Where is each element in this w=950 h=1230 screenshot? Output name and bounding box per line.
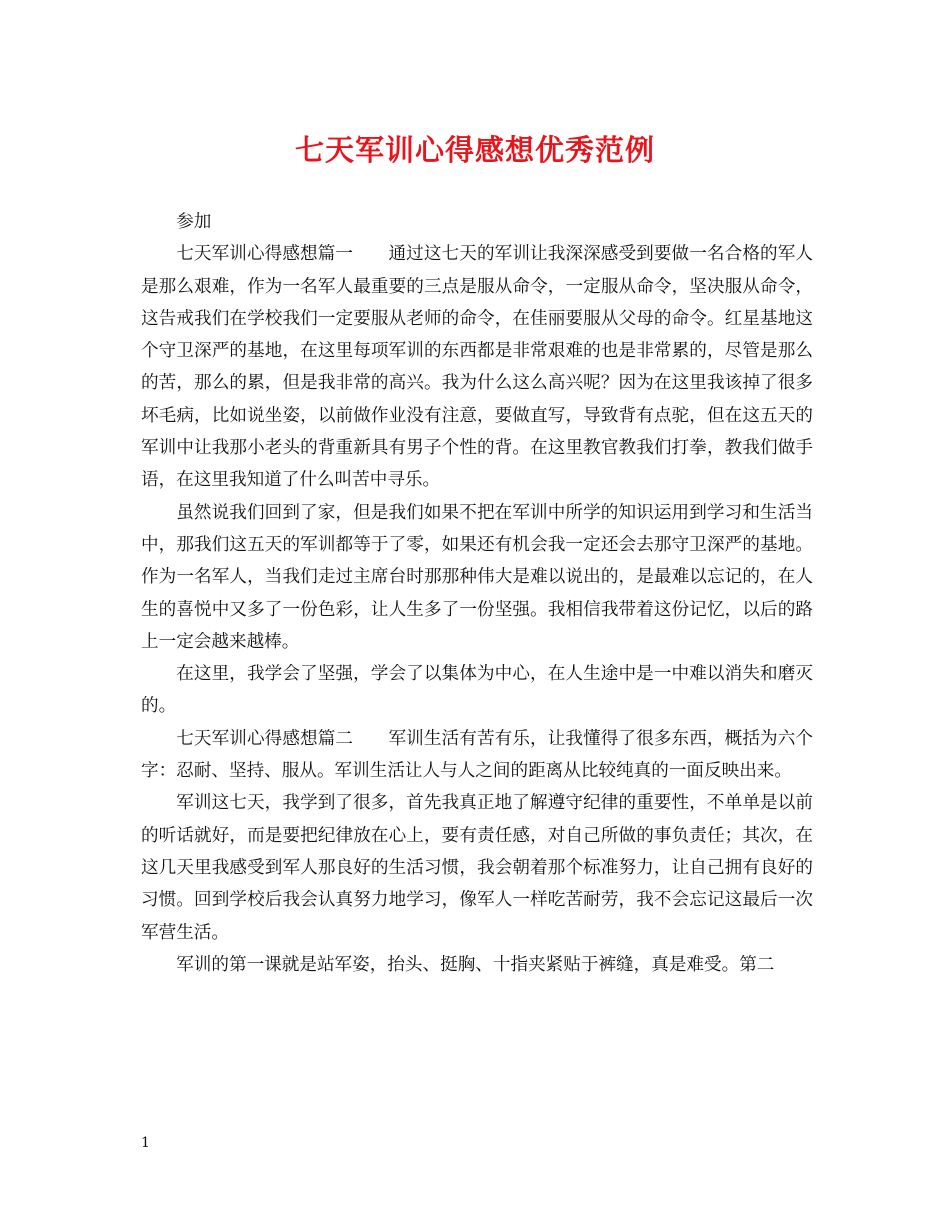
document-body bbox=[141, 206, 813, 981]
paragraph: 军训的第一课就是站军姿，抬头、挺胸、十指夹紧贴于裤缝，真是难受。第二 bbox=[176, 954, 775, 975]
page-number: 1 bbox=[141, 1135, 150, 1151]
paragraph: 军训这七天，我学到了很多，首先我真正地了解遵守纪律的重要性，不单单是以前的听话就好，而是要把纪律放在心上，要有责任感，对自己所做的事负责任；其次，在这几天里我感受到军人那良好的生活习惯，我会朝着那个标准努力，让自己拥有良好的习惯。回到学校后我会认真努力地学习，像军人一样吃苦耐劳，我不会忘记这最后一次军营生活。 bbox=[141, 793, 813, 943]
paragraph: 参加 bbox=[176, 212, 212, 232]
paragraph: 在这里，我学会了坚强，学会了以集体为中心，在人生途中是一中难以消失和磨灭的。 bbox=[141, 664, 813, 717]
document-title: 七天军训心得感想优秀范例 bbox=[294, 133, 655, 167]
paragraph: 虽然说我们回到了家，但是我们如果不把在军训中所学的知识运用到学习和生活当中，那我们这五天的军训都等于了零，如果还有机会我一定还会去那守卫深严的基地。作为一名军人，当我们走过主席台时那那种伟大是难以说出的，是最难以忘记的，在人生的喜悦中又多了一份色彩，让人生多了一份坚强。我相信我带着这份记忆，以后的路上一定会越来越棒。 bbox=[141, 502, 813, 652]
paragraph: 七天军训心得感想篇一 通过这七天的军训让我深深感受到要做一名合格的军人是那么艰难，作为一名军人最重要的三点是服从命令，一定服从命令，坚决服从命令，这告戒我们在学校我们一定要服从老师的命令，在佳丽要服从父母的命令。红星基地这个守卫深严的基地，在这里每项军训的东西都是非常艰难的也是非常累的，尽管是那么的苦，那么的累，但是我非常的高兴。我为什么这么高兴呢？因为在这里我该掉了很多坏毛病，比如说坐姿，以前做作业没有注意，要做直写，导致背有点驼，但在这五天的军训中让我那小老头的背重新具有男子个性的背。在这里教官教我们打拳，教我们做手语，在这里我知道了什么叫苦中寻乐。 bbox=[141, 244, 813, 491]
paragraph: 七天军训心得感想篇二 军训生活有苦有乐，让我懂得了很多东西，概括为六个字：忍耐、坚持、服从。军训生活让人与人之间的距离从比较纯真的一面反映出来。 bbox=[141, 728, 813, 782]
